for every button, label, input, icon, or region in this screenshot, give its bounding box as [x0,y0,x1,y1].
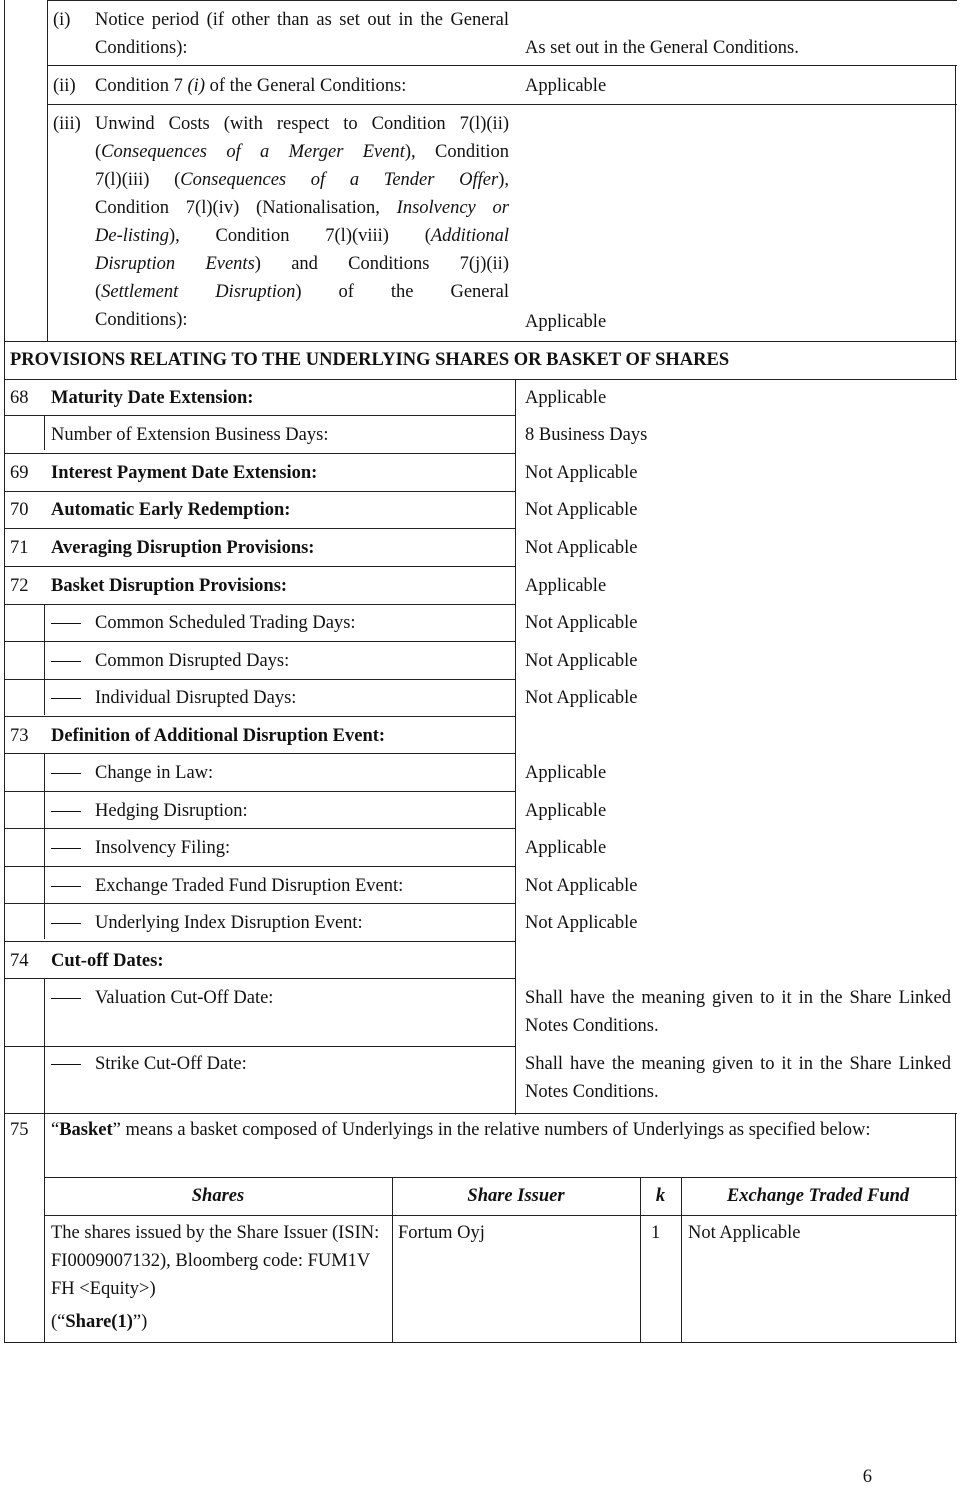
table-cell-etf: Not Applicable [688,1223,801,1243]
item-label: Averaging Disruption Provisions: [51,538,315,558]
item-value: Shall have the meaning given to it in the Share Linked Notes Conditions. [525,1054,951,1102]
table-cell-k: 1 [651,1223,661,1243]
item-number: 74 [10,951,29,971]
row-label: Notice period (if other than as set out in the General Conditions): [95,10,509,58]
item-label: Basket Disruption Provisions: [51,576,288,596]
item-label: Automatic Early Redemption: [51,500,291,520]
item-label: Interest Payment Date Extension: [51,463,318,483]
item-value: Not Applicable [525,500,638,520]
dash-item-label: Individual Disrupted Days: [95,688,297,708]
table-cell-issuer: Fortum Oyj [398,1223,485,1243]
dash-item-label: Common Disrupted Days: [95,651,290,671]
item-label: Maturity Date Extension: [51,388,254,408]
dash-bullet [51,923,81,924]
item-value: Applicable [525,576,607,596]
dash-bullet [51,623,81,624]
item-number: 68 [10,388,29,408]
item-value: Applicable [525,801,607,821]
item-value: Applicable [525,838,607,858]
item-label: Definition of Additional Disruption Event: [51,726,386,746]
item-value: Shall have the meaning given to it in the Share Linked Notes Conditions. [525,988,951,1036]
item-value: Applicable [525,763,607,783]
dash-item-label: Valuation Cut-Off Date: [95,988,274,1008]
col-header-k: k [655,1186,666,1206]
page-number: 6 [862,1467,872,1487]
dash-bullet [51,998,81,999]
dash-bullet [51,698,81,699]
item-value: 8 Business Days [525,425,648,445]
item-number: 70 [10,500,29,520]
item-number: 72 [10,576,29,596]
item-value: Not Applicable [525,651,638,671]
item-number: 73 [10,726,29,746]
col-header-share-issuer: Share Issuer [467,1186,565,1206]
col-header-etf: Exchange Traded Fund [726,1186,910,1206]
row-label: Unwind Costs (with respect to Condition 7(l)(ii) (Consequences of a Merger Event), Condition 7(l)(iii) (Consequences of a Tender Offer), Condition 7(l)(iv) (Nationalisation, Insolvency or De-listing), Condition 7(l)(viii) (Additional Disruption Events) and Conditions 7(j)(ii) (Settlement Disruption) of the General Conditions): [95,114,510,330]
item-value: Not Applicable [525,688,638,708]
sub-item-label: Number of Extension Business Days: [51,425,329,445]
item-value: Not Applicable [525,538,638,558]
item-label: Cut-off Dates: [51,951,164,971]
item-value: Not Applicable [525,463,638,483]
row-value: As set out in the General Conditions. [525,38,799,58]
item-number: 75 [10,1120,29,1140]
dash-item-label: Hedging Disruption: [95,801,248,821]
dash-item-label: Common Scheduled Trading Days: [95,613,356,633]
basket-definition: “Basket” means a basket composed of Underlyings in the relative numbers of Underlyings as specified below: [51,1120,871,1140]
dash-item-label: Underlying Index Disruption Event: [95,913,363,933]
dash-bullet [51,886,81,887]
row-value: Applicable [525,76,607,96]
item-number: 71 [10,538,29,558]
dash-bullet [51,848,81,849]
row-index: (ii) [53,76,76,96]
dash-item-label: Insolvency Filing: [95,838,231,858]
row-value: Applicable [525,312,607,332]
item-value: Not Applicable [525,876,638,896]
item-number: 69 [10,463,29,483]
row-index: (iii) [53,114,81,134]
dash-bullet [51,773,81,774]
row-index: (i) [53,10,71,30]
dash-bullet [51,1064,81,1065]
item-value: Applicable [525,388,607,408]
item-value: Not Applicable [525,913,638,933]
col-header-shares: Shares [191,1186,245,1206]
dash-item-label: Strike Cut-Off Date: [95,1054,247,1074]
dash-bullet [51,811,81,812]
table-cell-shares: The shares issued by the Share Issuer (ISIN: FI0009007132), Bloomberg code: FUM1V FH <Equity>) [51,1223,380,1299]
section-heading: PROVISIONS RELATING TO THE UNDERLYING SHARES OR BASKET OF SHARES [10,350,730,370]
dash-item-label: Exchange Traded Fund Disruption Event: [95,876,404,896]
share-reference: (“Share(1)”) [51,1312,148,1332]
dash-item-label: Change in Law: [95,763,214,783]
dash-bullet [51,661,81,662]
row-label: Condition 7 (i) of the General Conditions: [95,76,407,96]
item-value: Not Applicable [525,613,638,633]
